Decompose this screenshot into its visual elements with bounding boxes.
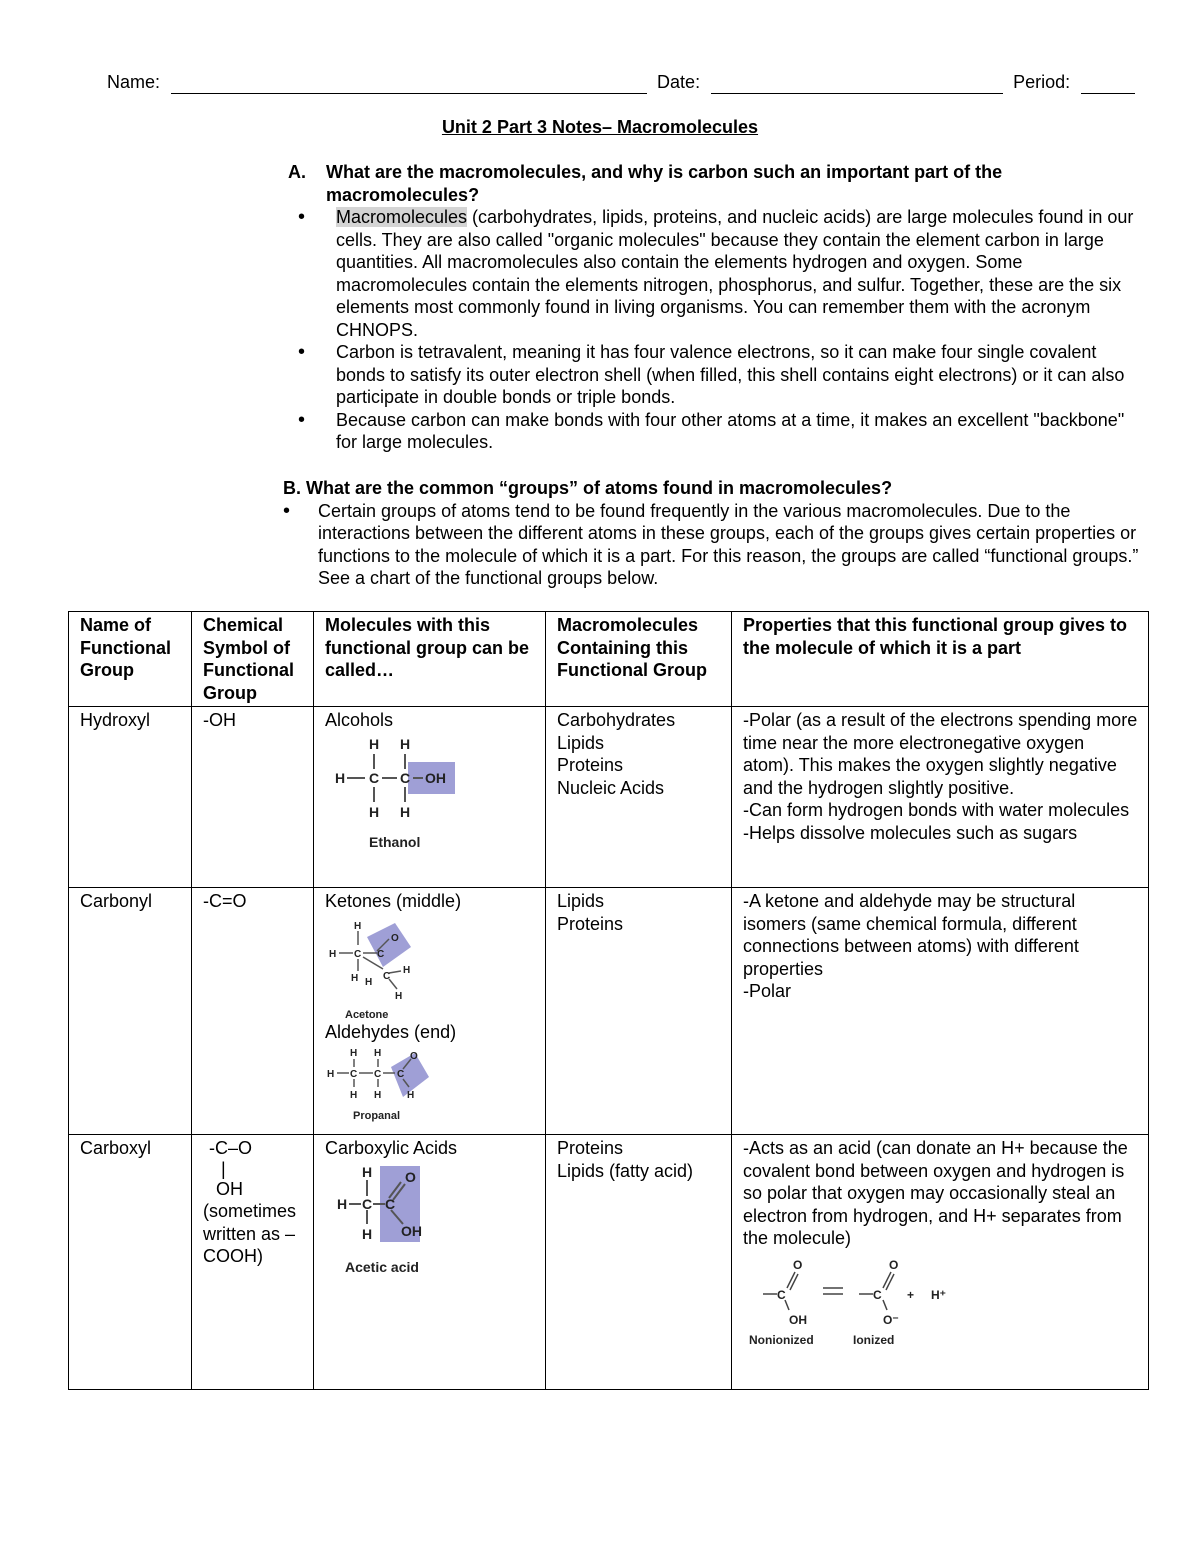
svg-text:C: C [369, 769, 380, 786]
svg-text:O⁻: O⁻ [883, 1312, 899, 1327]
svg-text:H: H [362, 1225, 373, 1242]
property-item: -A ketone and aldehyde may be structural isomers (same chemical formula, different connections between atoms) with different properties [743, 891, 1079, 979]
ionized-label: Ionized [853, 1332, 895, 1347]
section-a-label: A. [288, 162, 306, 182]
svg-text:C: C [350, 1069, 358, 1080]
period-blank[interactable] [1081, 73, 1135, 94]
group-symbol: -C=O [192, 888, 314, 1135]
molecule-cell [314, 888, 546, 1135]
property-item: -Polar (as a result of the electrons spending more time near the more electronegative oxygen atom). This makes the oxygen slightly negative and the hydrogen slightly positive. [743, 710, 1138, 798]
propanal-structure-diagram [325, 1047, 445, 1127]
table-row [69, 888, 1149, 1135]
property-item: -Helps dissolve molecules such as sugars [743, 822, 1078, 843]
property-item: -Polar [743, 981, 792, 1001]
properties-cell [732, 1135, 1149, 1390]
group-name: Carboxyl [69, 1135, 192, 1390]
symbol-oh: OH [216, 1178, 243, 1199]
group-symbol [192, 1135, 314, 1390]
section-a-question [288, 161, 1138, 206]
ionization-diagram [743, 1258, 973, 1350]
svg-text:H: H [335, 769, 346, 786]
svg-text:C: C [397, 1069, 405, 1080]
svg-text:C: C [383, 970, 391, 982]
group-name: Hydroxyl [69, 707, 192, 888]
svg-text:H: H [369, 735, 380, 752]
macro-item: Lipids [557, 732, 605, 753]
symbol-bar: | [221, 1158, 226, 1179]
bullet-tetravalent: • Carbon is tetravalent, meaning it has four valence electrons, so it can make four single covalent bonds to satisfy its outer electron shell (when filled, this shell contains eight electrons) or it can also participate in double bonds or triple bonds. [288, 341, 1138, 409]
svg-text:C: C [777, 1287, 786, 1302]
svg-text:C: C [374, 1069, 382, 1080]
date-blank[interactable] [711, 73, 1003, 94]
name-blank[interactable] [171, 73, 647, 94]
properties-cell [732, 888, 1149, 1135]
molecule-class: Alcohols [325, 710, 394, 730]
molecule-class: Aldehydes (end) [325, 1021, 457, 1042]
header-called: Molecules with this functional group can be called… [314, 612, 546, 707]
macro-item: Lipids [557, 891, 605, 911]
group-symbol: -OH [192, 707, 314, 888]
date-label: Date: [657, 72, 701, 92]
bullet-text: (carbohydrates, lipids, proteins, and nucleic acids) are large molecules found in our cells. They are also called "organic molecules" because they contain the element carbon in large quantities. All macromolecules also contain the elements hydrogen and oxygen. Some macromolecules contain the elements nitrogen, phosphorus, and sulfur. Together, these are the six elements most commonly found in living organisms. You can remember them with the acronym CHNOPS. [336, 207, 1134, 340]
molecule-cell [314, 707, 546, 888]
svg-text:H: H [369, 803, 380, 820]
bullet-backbone: • Because carbon can make bonds with four other atoms at a time, it makes an excellent "backbone" for large molecules. [288, 409, 1138, 454]
svg-text:O: O [889, 1257, 899, 1272]
section-b [283, 477, 1143, 590]
nonionized-label: Nonionized [749, 1332, 814, 1347]
section-b-bullets [283, 500, 1143, 590]
molecule-class: Carboxylic Acids [325, 1138, 458, 1158]
svg-text:OH: OH [401, 1222, 422, 1239]
svg-text:H: H [400, 735, 411, 752]
table-row [69, 707, 1149, 888]
table-header-row [69, 612, 1149, 707]
svg-text:H: H [403, 964, 411, 976]
svg-text:C: C [377, 948, 385, 960]
svg-text:H: H [350, 1090, 358, 1101]
property-item: -Acts as an acid (can donate an H+ because the covalent bond between oxygen and hydrogen is so polar that oxygen may occasionally steal an electron from hydrogen, and H+ separates from the molecule) [743, 1138, 1128, 1248]
molecule-label: Acetic acid [345, 1258, 419, 1275]
group-name: Carbonyl [69, 888, 192, 1135]
molecule-class: Ketones (middle) [325, 891, 462, 911]
macro-item: Nucleic Acids [557, 777, 665, 798]
svg-text:H: H [350, 1048, 358, 1059]
svg-text:O: O [405, 1168, 416, 1185]
symbol-top: -C–O [209, 1138, 253, 1158]
macromolecules-cell [546, 888, 732, 1135]
macromolecules-cell [546, 1135, 732, 1390]
svg-text:H⁺: H⁺ [931, 1287, 946, 1302]
highlight-box [367, 923, 411, 967]
acetic-acid-structure-diagram [325, 1164, 455, 1276]
section-a-bullets [288, 206, 1138, 454]
period-label: Period: [1013, 72, 1071, 92]
table-row [69, 1135, 1149, 1390]
macro-item: Lipids (fatty acid) [557, 1160, 694, 1181]
highlighted-term: Macromolecules [336, 207, 468, 227]
student-info-header [107, 70, 1129, 94]
section-b-question: B. What are the common “groups” of atoms found in macromolecules? [283, 478, 893, 498]
macro-item: Proteins [557, 1138, 624, 1158]
acetone-structure-diagram [325, 917, 435, 1021]
svg-text:H: H [374, 1048, 382, 1059]
ethanol-structure-diagram [325, 736, 465, 856]
svg-text:H: H [374, 1090, 382, 1101]
svg-text:H: H [337, 1195, 348, 1212]
svg-text:H: H [365, 976, 373, 988]
macro-item: Proteins [557, 913, 624, 934]
bullet-macromolecules [288, 206, 1138, 341]
macromolecules-cell [546, 707, 732, 888]
svg-text:C: C [354, 948, 362, 960]
header-macromolecules: Macromolecules Containing this Functional Group [546, 612, 732, 707]
header-properties: Properties that this functional group gives to the molecule of which it is a part [732, 612, 1149, 707]
header-name: Name of Functional Group [69, 612, 192, 707]
svg-text:H: H [395, 990, 403, 1002]
section-a-question-text: What are the macromolecules, and why is carbon such an important part of the macromolecules? [326, 162, 1003, 205]
svg-text:H: H [329, 948, 337, 960]
svg-text:C: C [873, 1287, 882, 1302]
svg-text:H: H [351, 972, 359, 984]
property-item: -Can form hydrogen bonds with water molecules [743, 800, 1130, 820]
molecule-label: Ethanol [369, 833, 421, 850]
svg-text:H: H [354, 920, 362, 932]
symbol-note: (sometimes written as –COOH) [203, 1201, 297, 1266]
svg-text:+: + [907, 1287, 915, 1302]
header-symbol: Chemical Symbol of Functional Group [192, 612, 314, 707]
page-title: Unit 2 Part 3 Notes– Macromolecules [441, 117, 759, 137]
svg-text:OH: OH [425, 769, 446, 786]
svg-text:O: O [391, 932, 399, 944]
molecule-cell [314, 1135, 546, 1390]
svg-text:OH: OH [789, 1312, 807, 1327]
molecule-label: Acetone [345, 1008, 389, 1021]
functional-groups-table [68, 611, 1149, 1390]
svg-text:C: C [385, 1195, 396, 1212]
svg-text:H: H [400, 803, 411, 820]
macro-item: Carbohydrates [557, 710, 676, 730]
svg-text:O: O [410, 1051, 418, 1062]
svg-text:C: C [362, 1195, 373, 1212]
molecule-label: Propanal [353, 1110, 401, 1122]
svg-text:O: O [793, 1257, 803, 1272]
bullet-functional-groups: • Certain groups of atoms tend to be found frequently in the various macromolecules. Due to the interactions between the different atoms in these groups, each of the groups gives certain properties or functions to the molecule of which it is a part. For this reason, the groups are called “functional groups.” See a chart of the functional groups below. [283, 500, 1143, 590]
svg-text:H: H [362, 1163, 373, 1180]
svg-text:C: C [400, 769, 411, 786]
macro-item: Proteins [557, 755, 624, 775]
svg-text:H: H [327, 1069, 335, 1080]
section-a [288, 161, 1138, 454]
name-label: Name: [107, 72, 161, 92]
properties-cell [732, 707, 1149, 888]
svg-text:H: H [407, 1090, 415, 1101]
